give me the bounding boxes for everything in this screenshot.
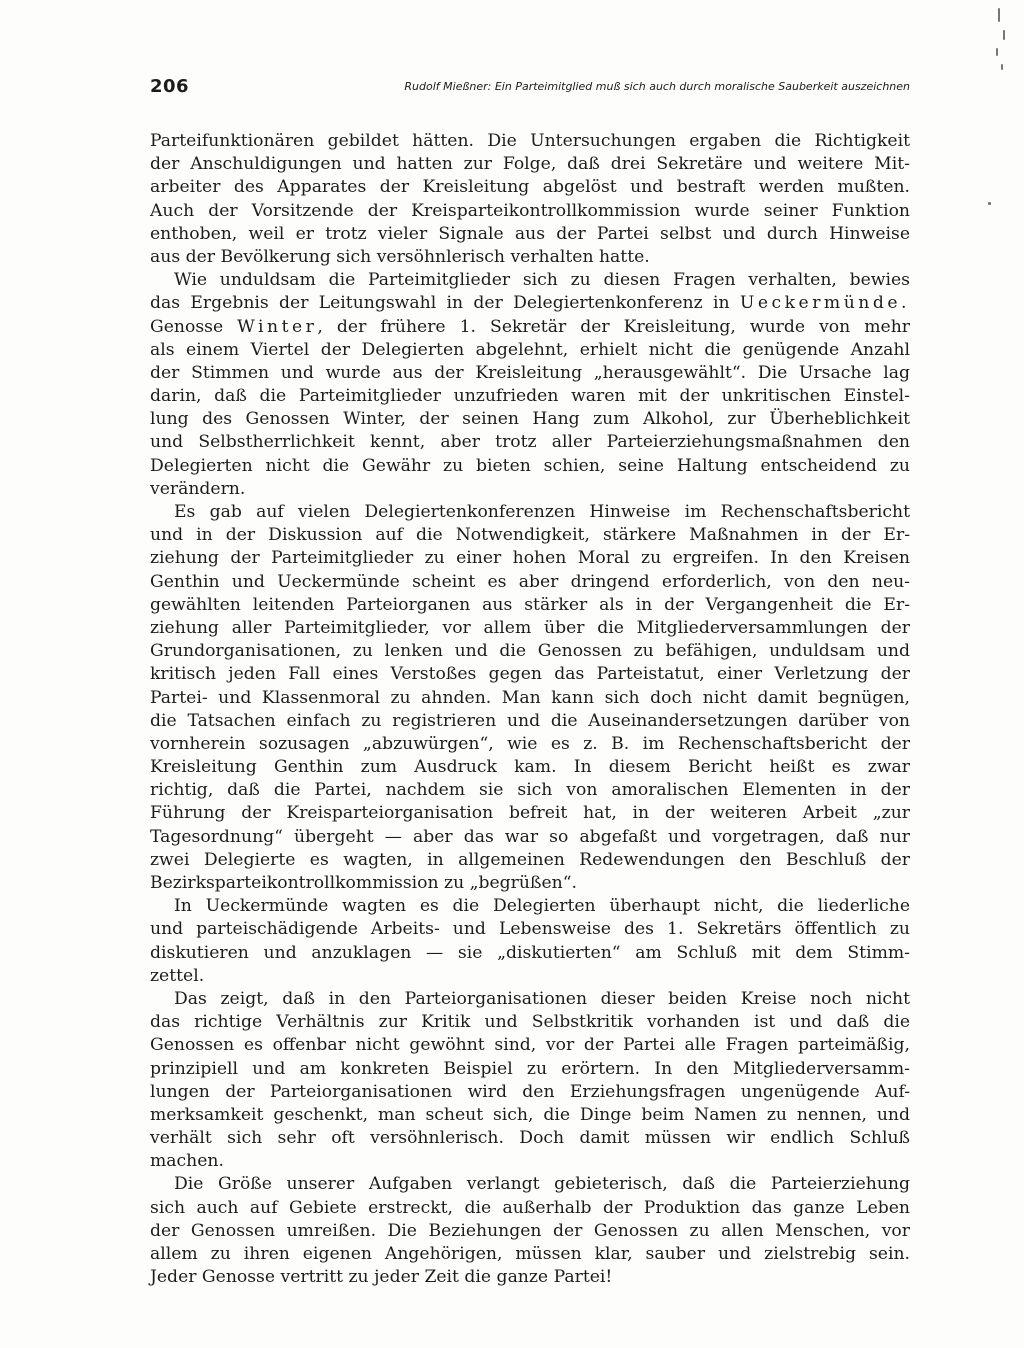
text-line: Delegierten nicht die Gewähr zu bieten schien, seine Haltung entscheidend zu: [150, 455, 910, 476]
text-line: und in der Diskussion auf die Notwendigkeit, stärkere Maßnahmen in der Er-: [150, 525, 910, 546]
text-line: merksamkeit geschenkt, man scheut sich, die Dinge beim Namen zu nennen, und: [150, 1104, 910, 1125]
scan-mark: [996, 48, 998, 56]
scan-mark: [1003, 30, 1005, 40]
text-line: Jeder Genosse vertritt zu jeder Zeit die ganze Partei!: [150, 1267, 613, 1288]
text-line: Führung der Kreisparteiorganisation befreit hat, in der weiteren Arbeit „zur: [150, 803, 910, 824]
text-line: und parteischädigende Arbeits- und Lebensweise des 1. Sekretärs öffentlich zu: [150, 919, 910, 940]
scan-mark: [1001, 64, 1003, 70]
text-line: allem zu ihren eigenen Angehörigen, müssen klar, sauber und zielstrebig sein.: [150, 1244, 910, 1264]
text-line: [150, 316, 910, 339]
text-line: ziehung der Parteimitglieder zu einer hohen Moral zu ergreifen. In den Kreisen: [150, 548, 910, 569]
text-segment: , der frühere 1. Sekretär der Kreisleitung, wurde von mehr: [317, 316, 910, 337]
text-line: Kreisleitung Genthin zum Ausdruck kam. In diesem Bericht heißt es zwar: [150, 757, 910, 778]
text-line: ziehung aller Parteimitglieder, vor allem über die Mitgliederversammlungen der: [150, 617, 910, 638]
text-line: verhält sich sehr oft versöhnlerisch. Doch damit müssen wir endlich Schluß: [150, 1128, 910, 1149]
text-line: Auch der Vorsitzende der Kreisparteikontrollkommission wurde seiner Funktion: [150, 200, 910, 221]
text-line: diskutieren und anzuklagen — sie „diskutierten“ am Schluß mit dem Stimm-: [150, 942, 910, 963]
text-line: lungen der Parteiorganisationen wird den Erziehungsfragen ungenügende Auf-: [150, 1081, 910, 1102]
text-line: Wie unduldsam die Parteimitglieder sich zu diesen Fragen verhalten, bewies: [174, 270, 910, 291]
text-line: das richtige Verhältnis zur Kritik und Selbstkritik vorhanden ist und daß die: [150, 1012, 910, 1033]
text-line: vornherein sozusagen „abzuwürgen“, wie es z. B. im Rechenschaftsbericht der: [150, 733, 910, 754]
text-line: als einem Viertel der Delegierten abgelehnt, erhielt nicht die genügende Anzahl: [150, 339, 910, 360]
page-number: 206: [150, 76, 190, 97]
text-line: Parteifunktionären gebildet hätten. Die Untersuchungen ergaben die Richtigkeit: [150, 131, 910, 151]
body-text: [150, 130, 910, 1289]
text-line: In Ueckermünde wagten es die Delegierten überhaupt nicht, die liederliche: [174, 896, 910, 917]
text-line: Es gab auf vielen Delegiertenkonferenzen Hinweise im Rechenschaftsbericht: [174, 502, 910, 522]
text-line: Bezirksparteikontrollkommission zu „begrüßen“.: [150, 873, 577, 893]
text-segment: das Ergebnis der Leitungswahl in der Delegiertenkonferenz in: [150, 293, 740, 314]
text-line: kritisch jeden Fall eines Verstoßes gegen das Parteistatut, einer Verletzung der: [150, 664, 910, 685]
spaced-place-name: Ueckermünde.: [739, 293, 910, 314]
scan-mark: [988, 202, 991, 205]
text-line: [150, 292, 910, 315]
text-line: die Tatsachen einfach zu registrieren und die Auseinandersetzungen darüber von: [150, 710, 910, 731]
page-header: [150, 76, 910, 100]
text-line: richtig, daß die Partei, nachdem sie sich von amoralischen Elementen in der: [150, 780, 910, 801]
text-line: und Selbstherrlichkeit kennt, aber trotz aller Parteierziehungsmaßnahmen den: [150, 432, 910, 453]
text-line: enthoben, weil er trotz vieler Signale aus der Partei selbst und durch Hinweise: [150, 223, 910, 244]
text-line: Tagesordnung“ übergeht — aber das war so abgefaßt und vorgetragen, daß nur: [150, 826, 910, 847]
text-line: Die Größe unserer Aufgaben verlangt gebieterisch, daß die Parteierziehung: [174, 1174, 910, 1195]
text-line: lung des Genossen Winter, der seinen Hang zum Alkohol, zur Überheblichkeit: [150, 409, 910, 430]
text-line: Genossen es offenbar nicht gewöhnt sind, vor der Partei alle Fragen parteimäßig,: [150, 1035, 910, 1056]
text-line: der Genossen umreißen. Die Beziehungen der Genossen zu allen Menschen, vor: [150, 1220, 910, 1241]
text-line: Partei- und Klassenmoral zu ahnden. Man kann sich doch nicht damit begnügen,: [150, 687, 910, 708]
text-line: gewählten leitenden Parteiorganen aus stärker als in der Vergangenheit die Er-: [150, 594, 910, 615]
text-line: arbeiter des Apparates der Kreisleitung abgelöst und bestraft werden mußten.: [150, 177, 910, 198]
text-line: sich auch auf Gebiete erstreckt, die außerhalb der Produktion das ganze Leben: [150, 1197, 910, 1218]
text-line: darin, daß die Parteimitglieder unzufrieden waren mit der unkritischen Einstel-: [150, 386, 910, 407]
text-line: verändern.: [150, 478, 246, 499]
text-line: prinzipiell und am konkreten Beispiel zu erörtern. In den Mitgliederversamm-: [150, 1058, 910, 1079]
text-line: Das zeigt, daß in den Parteiorganisationen dieser beiden Kreise noch nicht: [174, 988, 910, 1009]
spaced-person-name: Winter: [237, 316, 318, 337]
text-segment: Genosse: [150, 316, 238, 337]
text-line: Grundorganisationen, zu lenken und die Genossen zu befähigen, unduldsam und: [150, 641, 910, 662]
scan-mark: [998, 8, 1000, 22]
text-line: der Stimmen und wurde aus der Kreisleitung „herausgewählt“. Die Ursache lag: [150, 362, 910, 383]
text-line: aus der Bevölkerung sich versöhnlerisch verhalten hatte.: [150, 246, 650, 267]
text-line: zwei Delegierte es wagten, in allgemeinen Redewendungen den Beschluß der: [150, 849, 910, 870]
running-title: Rudolf Mießner: Ein Parteimitglied muß sich auch durch moralische Sauberkeit auszeichnen: [404, 80, 910, 93]
text-line: machen.: [150, 1151, 224, 1172]
text-line: der Anschuldigungen und hatten zur Folge, daß drei Sekretäre und weitere Mit-: [150, 154, 910, 175]
text-line: zettel.: [150, 965, 205, 986]
text-line: Genthin und Ueckermünde scheint es aber dringend erforderlich, von den neu-: [150, 571, 910, 592]
